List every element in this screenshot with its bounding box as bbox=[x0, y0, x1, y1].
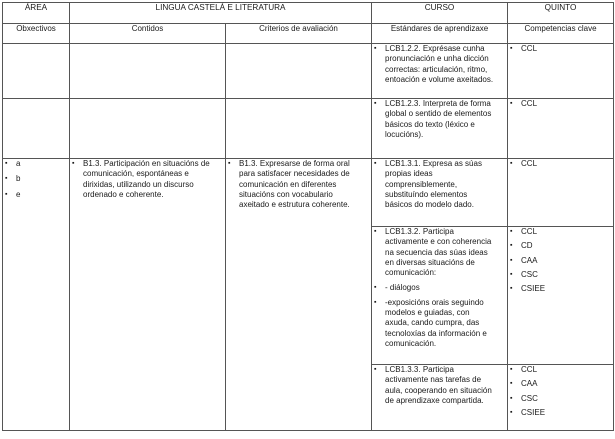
criteria-cell-empty bbox=[226, 99, 372, 159]
contents-cell bbox=[70, 159, 226, 431]
competence-item: ▪ CSC bbox=[508, 270, 613, 280]
standard-sub-item: ▪ -exposicións orais seguindo modelos e guiadas, con axuda, cando cumpra, das tecnoloxías da información e comunicación. bbox=[372, 298, 507, 349]
curriculum-table bbox=[2, 2, 614, 431]
contents-cell-empty bbox=[70, 99, 226, 159]
col-competences: Competencias clave bbox=[508, 24, 614, 44]
objectives-cell-empty bbox=[3, 44, 70, 99]
competence-item: ▪ CCL bbox=[508, 44, 613, 54]
criteria-cell-empty bbox=[226, 44, 372, 99]
competence-item: ▪ CSC bbox=[508, 394, 613, 404]
standard-item: ▪ LCB1.3.2. Participa activamente e con coherencia na secuencia das súas ideas en diversas situacións de comunicación: bbox=[372, 227, 507, 278]
competence-item: ▪ CAA bbox=[508, 256, 613, 266]
standard-item: ▪ LCB1.2.2. Exprésase cunha pronunciación e unha dicción correctas: articulación, ritmo, entoación e volume axeitados. bbox=[372, 44, 507, 85]
contents-cell-empty bbox=[70, 44, 226, 99]
objective-item: ▪ e bbox=[3, 190, 69, 200]
competences-cell bbox=[508, 99, 614, 159]
course-label: CURSO bbox=[372, 3, 508, 24]
column-header-row bbox=[3, 24, 614, 44]
standard-cell bbox=[372, 44, 508, 99]
competence-item: ▪ CCL bbox=[508, 365, 613, 375]
standard-cell bbox=[372, 227, 508, 365]
competences-cell bbox=[508, 365, 614, 431]
competences-cell bbox=[508, 159, 614, 227]
objective-item: ▪ b bbox=[3, 174, 69, 184]
competence-item: ▪ CCL bbox=[508, 99, 613, 109]
objectives-cell-empty bbox=[3, 99, 70, 159]
standard-cell bbox=[372, 159, 508, 227]
area-label: ÁREA bbox=[3, 3, 70, 24]
competences-cell bbox=[508, 44, 614, 99]
competence-item: ▪ CD bbox=[508, 241, 613, 251]
competence-item: ▪ CCL bbox=[508, 159, 613, 169]
col-criteria: Criterios de avaliación bbox=[226, 24, 372, 44]
objective-item: ▪ a bbox=[3, 159, 69, 169]
table-row bbox=[3, 159, 614, 227]
criteria-cell bbox=[226, 159, 372, 431]
course-value: QUINTO bbox=[508, 3, 614, 24]
col-standards: Estándares de aprendizaxe bbox=[372, 24, 508, 44]
standard-item: ▪ LCB1.2.3. Interpreta de forma global o sentido de elementos básicos do texto (léxico e locucións). bbox=[372, 99, 507, 140]
content-item: ▪ B1.3. Participación en situacións de comunicación, espontáneas e dirixidas, utilizando un discurso ordenado e coherente. bbox=[70, 159, 225, 200]
competence-item: ▪ CSIEE bbox=[508, 284, 613, 294]
objectives-cell bbox=[3, 159, 70, 431]
subject-title: LINGUA CASTELÁ E LITERATURA bbox=[70, 3, 372, 24]
table-row bbox=[3, 99, 614, 159]
competence-item: ▪ CSIEE bbox=[508, 408, 613, 418]
standard-sub-item: ▪ - diálogos bbox=[372, 283, 507, 293]
criterion-item: ▪ B1.3. Expresarse de forma oral para satisfacer necesidades de comunicación en diferentes situacións con vocabulario axeitado e estrutura coherente. bbox=[226, 159, 371, 210]
table-row bbox=[3, 44, 614, 99]
competences-cell bbox=[508, 227, 614, 365]
standard-cell bbox=[372, 365, 508, 431]
standard-item: ▪ LCB1.3.3. Participa activamente nas tarefas de aula, cooperando en situación de aprendizaxe compartida. bbox=[372, 365, 507, 406]
competence-item: ▪ CAA bbox=[508, 379, 613, 389]
col-objectives: Obxectivos bbox=[3, 24, 70, 44]
standard-item: ▪ LCB1.3.1. Expresa as súas propias ideas comprensiblemente, substituíndo elementos básicos do modelo dado. bbox=[372, 159, 507, 210]
header-row bbox=[3, 3, 614, 24]
competence-item: ▪ CCL bbox=[508, 227, 613, 237]
col-contents: Contidos bbox=[70, 24, 226, 44]
standard-cell bbox=[372, 99, 508, 159]
